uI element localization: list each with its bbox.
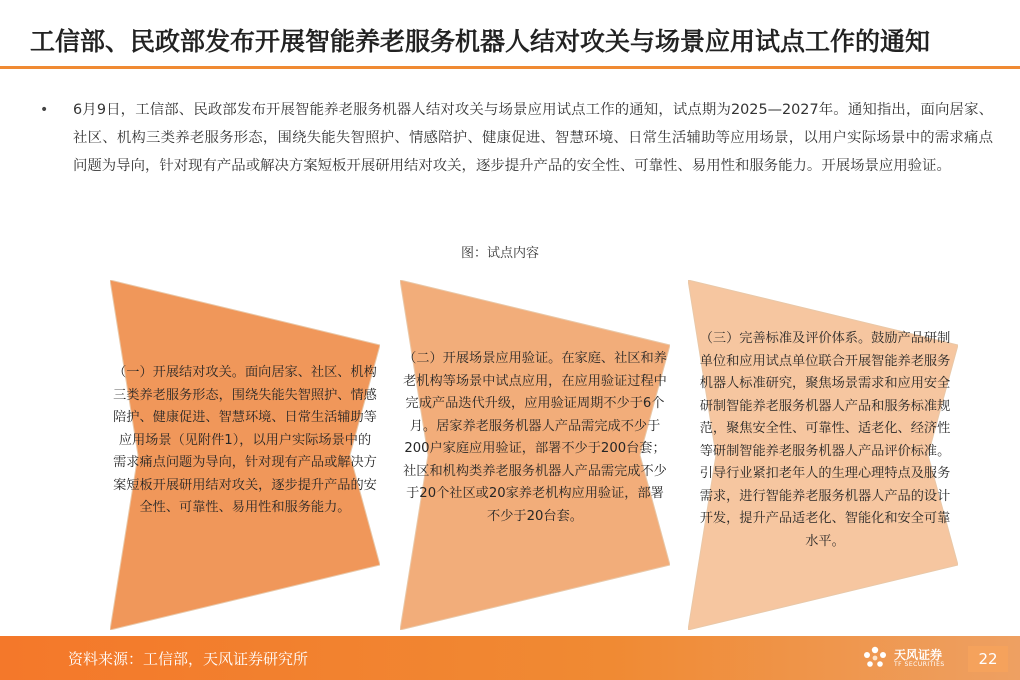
- bullet-marker: •: [40, 102, 49, 118]
- page-title: 工信部、民政部发布开展智能养老服务机器人结对攻关与场景应用试点工作的通知: [30, 27, 931, 56]
- source-note: 资料来源：工信部，天风证券研究所: [68, 650, 309, 668]
- title-divider: [0, 66, 1020, 69]
- company-logo: [858, 642, 948, 674]
- panel-joint-research: [110, 280, 380, 630]
- panel-scenario-validation: [400, 280, 670, 630]
- logo-subtitle: TF SECURITIES: [894, 661, 945, 668]
- panel-1-text: （一）开展结对攻关。面向居家、社区、机构三类养老服务形态，围绕失能失智照护、情感陪护、健康促进、智慧环境、日常生活辅助等应用场景（见附件1），以用户实际场景中的需求痛点问题为导向，针对现有产品或解决方案短板开展研用结对攻关，逐步提升产品的安全性、可靠性、易用性和服务能力。: [113, 365, 377, 515]
- pilot-content-figure: [0, 280, 1020, 630]
- flower-logo-icon: [862, 646, 888, 670]
- logo-name: 天风证券: [894, 648, 943, 662]
- figure-caption: 图：试点内容: [460, 246, 539, 261]
- footer-bar: [0, 636, 1020, 680]
- intro-paragraph: 6月9日，工信部、民政部发布开展智能养老服务机器人结对攻关与场景应用试点工作的通知，试点期为2025—2027年。通知指出，面向居家、社区、机构三类养老服务形态，围绕失能失智照护、情感陪护、健康促进、智慧环境、日常生活辅助等应用场景，以用户实际场景中的需求痛点问题为导向，针对现有产品或解决方案短板开展研用结对攻关，逐步提升产品的安全性、可靠性、易用性和服务能力。开展场景应用验证。: [73, 102, 993, 174]
- panel-standards-evaluation: [688, 280, 958, 630]
- page-number: 22: [968, 646, 1008, 672]
- panel-2-text: （二）开展场景应用验证。在家庭、社区和养老机构等场景中试点应用，在应用验证过程中完成产品迭代升级，应用验证周期不少于6个月。居家养老服务机器人产品需完成不少于200户家庭应用验证，部署不少于200台套；社区和机构类养老服务机器人产品需完成不少于20个社区或20家养老机构应用验证，部署不少于20台套。: [403, 351, 667, 524]
- panel-3-text: （三）完善标准及评价体系。鼓励产品研制单位和应用试点单位联合开展智能养老服务机器人标准研究，聚焦场景需求和应用安全研制智能养老服务机器人产品和服务标准规范，聚焦安全性、可靠性、适老化、经济性等研制智能养老服务机器人产品评价标准。引导行业紧扣老年人的生理心理特点及服务需求，进行智能养老服务机器人产品的设计开发，提升产品适老化、智能化和安全可靠水平。: [699, 331, 951, 549]
